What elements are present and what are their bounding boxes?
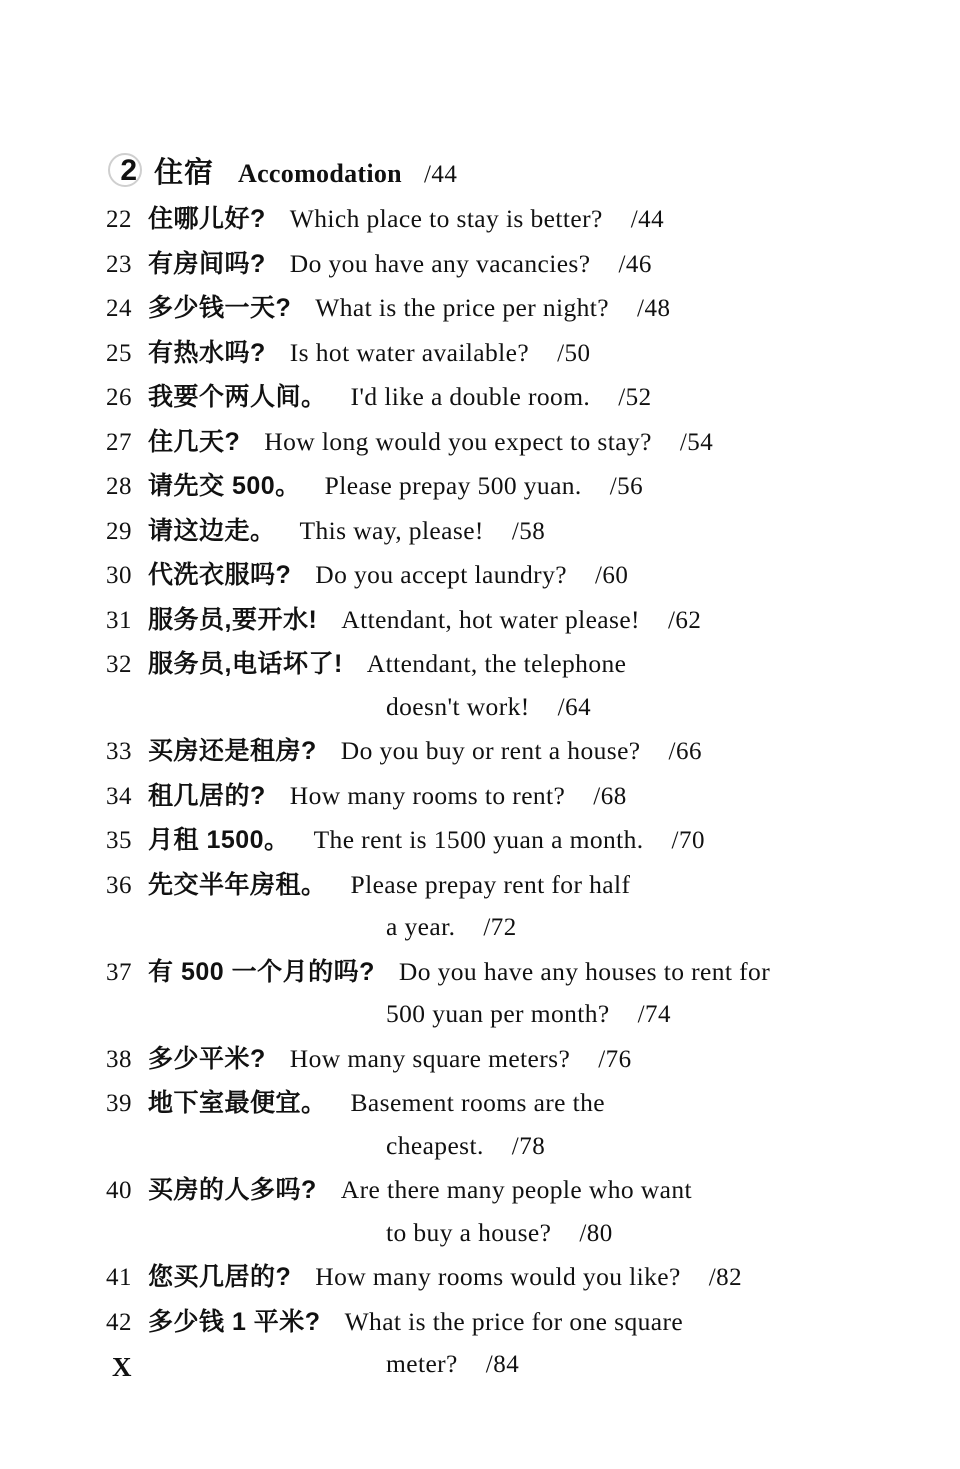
entry-english-translation: Do you accept laundry?: [315, 560, 567, 589]
entry-english-translation: Do you have any vacancies?: [289, 248, 591, 278]
entry-number: 28: [106, 473, 132, 500]
entry-english-translation: Do you have any houses to rent for: [398, 956, 771, 986]
toc-entry-line: [106, 775, 926, 818]
entry-number: 26: [106, 384, 132, 411]
toc-entry[interactable]: [106, 465, 926, 508]
entry-page-reference: /70: [671, 827, 705, 854]
entry-number: 42: [106, 1308, 132, 1336]
entry-number: 25: [106, 339, 132, 367]
entry-chinese-phrase: 多少钱一天?: [148, 294, 292, 322]
entry-chinese-phrase: 多少钱 1 平米?: [148, 1307, 321, 1336]
entry-english-translation: Basement rooms are the: [350, 1088, 606, 1117]
entry-english-translation: What is the price per night?: [315, 293, 609, 322]
entry-number: 23: [106, 250, 132, 278]
toc-entry[interactable]: [106, 243, 926, 286]
toc-entry-list: [106, 198, 926, 1388]
chapter-number-badge: [106, 151, 146, 191]
entry-english-translation: This way, please!: [299, 515, 484, 545]
entry-number: 40: [106, 1177, 132, 1204]
entry-english-translation: How many rooms to rent?: [289, 780, 566, 810]
entry-page-reference: /60: [594, 562, 629, 589]
entry-english-translation: The rent is 1500 yuan a month.: [313, 825, 644, 854]
entry-number: 34: [106, 782, 132, 810]
entry-english-translation: Are there many people who want: [340, 1175, 692, 1204]
toc-entry[interactable]: [106, 1256, 926, 1299]
entry-chinese-phrase: 请先交 500。: [148, 472, 301, 500]
entry-page-reference: /84: [485, 1351, 520, 1378]
entry-english-translation: meter?: [386, 1349, 458, 1378]
entry-number: 24: [106, 295, 132, 322]
entry-english-translation: Please prepay 500 yuan.: [324, 471, 582, 500]
toc-entry-line: [106, 554, 926, 597]
entry-english-translation: Which place to stay is better?: [289, 204, 603, 233]
page-folio: X: [112, 1352, 132, 1382]
entry-number: 39: [106, 1090, 132, 1117]
entry-number: 36: [106, 871, 132, 899]
entry-page-reference: /44: [630, 206, 665, 233]
entry-english-translation: What is the price for one square: [344, 1306, 684, 1336]
toc-entry[interactable]: [106, 1301, 926, 1386]
entry-chinese-phrase: 地下室最便宜。: [148, 1089, 327, 1117]
entry-page-reference: /52: [618, 384, 652, 411]
entry-chinese-phrase: 月租 1500。: [148, 826, 290, 854]
toc-entry-line: [106, 1169, 926, 1212]
entry-english-translation: 500 yuan per month?: [386, 999, 610, 1028]
entry-page-reference: /62: [667, 606, 702, 634]
entry-chinese-phrase: 代洗衣服吗?: [148, 561, 292, 589]
toc-entry-line: [106, 643, 926, 686]
entry-page-reference: /54: [679, 428, 714, 456]
toc-entry[interactable]: [106, 730, 926, 773]
toc-entry-continuation-line: [106, 1343, 926, 1386]
entry-page-reference: /56: [609, 473, 644, 500]
entry-chinese-phrase: 住几天?: [148, 427, 241, 456]
toc-entry[interactable]: [106, 376, 926, 419]
entry-chinese-phrase: 住哪儿好?: [148, 205, 266, 233]
entry-chinese-phrase: 请这边走。: [148, 516, 276, 545]
toc-entry[interactable]: [106, 819, 926, 862]
toc-entry-line: [106, 599, 926, 642]
entry-chinese-phrase: 您买几居的?: [148, 1263, 292, 1291]
entry-number: 31: [106, 606, 132, 634]
entry-english-translation: doesn't work!: [386, 691, 530, 721]
entry-page-reference: /58: [511, 517, 546, 545]
toc-entry[interactable]: [106, 1082, 926, 1167]
chapter-title-english: Accomodation: [238, 159, 402, 188]
entry-page-reference: /66: [668, 738, 702, 765]
toc-entry[interactable]: [106, 421, 926, 464]
entry-chinese-phrase: 买房还是租房?: [148, 737, 317, 765]
toc-entry-continuation-line: [106, 906, 926, 949]
entry-number: 38: [106, 1045, 132, 1073]
entry-page-reference: /64: [557, 693, 592, 721]
toc-entry-line: [106, 819, 926, 862]
entry-english-translation: How long would you expect to stay?: [264, 426, 652, 456]
toc-entry[interactable]: [106, 287, 926, 330]
entry-page-reference: /78: [511, 1132, 546, 1160]
entry-chinese-phrase: 服务员,要开水!: [148, 605, 318, 634]
entry-page-reference: /80: [579, 1219, 613, 1247]
toc-entry-line: [106, 465, 926, 508]
entry-number: 29: [106, 517, 132, 545]
toc-entry-continuation-line: [106, 1212, 926, 1255]
entry-english-translation: Attendant, hot water please!: [341, 604, 640, 634]
chapter-title-chinese: 住宿: [154, 157, 215, 189]
entry-chinese-phrase: 有房间吗?: [148, 249, 266, 278]
entry-page-reference: /76: [598, 1045, 632, 1073]
toc-entry[interactable]: [106, 554, 926, 597]
entry-page-reference: /72: [483, 914, 517, 941]
toc-entry-continuation-line: [106, 686, 926, 729]
entry-english-translation: How many rooms would you like?: [315, 1262, 681, 1291]
entry-page-reference: /82: [708, 1264, 743, 1291]
entry-page-reference: /68: [593, 782, 627, 810]
entry-english-translation: to buy a house?: [386, 1217, 552, 1247]
toc-entry-line: [106, 1301, 926, 1344]
toc-entry-line: [106, 1256, 926, 1299]
toc-entry-line: [106, 287, 926, 330]
entry-chinese-phrase: 我要个两人间。: [148, 383, 327, 411]
entry-english-translation: I'd like a double room.: [350, 382, 591, 411]
toc-entry-line: [106, 421, 926, 464]
entry-number: 22: [106, 206, 132, 233]
toc-entry-continuation-line: [106, 993, 926, 1036]
entry-chinese-phrase: 多少平米?: [148, 1044, 266, 1073]
entry-number: 41: [106, 1264, 132, 1291]
entry-english-translation: Please prepay rent for half: [350, 869, 631, 899]
entry-number: 27: [106, 428, 132, 456]
entry-number: 37: [106, 958, 132, 986]
toc-entry-line: [106, 730, 926, 773]
toc-entry[interactable]: [106, 864, 926, 949]
entry-page-reference: /46: [618, 250, 652, 278]
toc-entry-line: [106, 951, 926, 994]
entry-english-translation: cheapest.: [386, 1130, 484, 1160]
entry-chinese-phrase: 服务员,电话坏了!: [148, 650, 343, 678]
entry-page-reference: /48: [637, 295, 671, 322]
toc-entry-line: [106, 1082, 926, 1125]
toc-entry[interactable]: [106, 951, 926, 1036]
toc-entry[interactable]: [106, 775, 926, 818]
entry-english-translation: a year.: [386, 912, 456, 941]
toc-entry-line: [106, 864, 926, 907]
toc-entry[interactable]: [106, 198, 926, 241]
entry-number: 30: [106, 562, 132, 589]
entry-english-translation: Attendant, the telephone: [366, 649, 627, 678]
toc-entry-line: [106, 332, 926, 375]
toc-entry[interactable]: [106, 510, 926, 553]
entry-chinese-phrase: 买房的人多吗?: [148, 1176, 317, 1204]
chapter-page-reference: /44: [423, 161, 458, 188]
entry-number: 32: [106, 651, 132, 678]
entry-page-reference: /74: [637, 1001, 672, 1028]
toc-entry[interactable]: [106, 599, 926, 642]
chapter-number: 2: [120, 153, 137, 187]
entry-page-reference: /50: [557, 339, 591, 367]
toc-entry-line: [106, 510, 926, 553]
entry-english-translation: Is hot water available?: [289, 337, 530, 367]
toc-entry[interactable]: [106, 1169, 926, 1254]
entry-chinese-phrase: 有热水吗?: [148, 338, 266, 367]
toc-entry[interactable]: [106, 332, 926, 375]
toc-entry[interactable]: [106, 643, 926, 728]
entry-chinese-phrase: 先交半年房租。: [148, 870, 327, 899]
entry-english-translation: How many square meters?: [289, 1043, 571, 1073]
entry-number: 33: [106, 738, 132, 765]
entry-number: 35: [106, 827, 132, 854]
entry-chinese-phrase: 有 500 一个月的吗?: [148, 957, 375, 986]
toc-entry-line: [106, 376, 926, 419]
toc-entry-line: [106, 243, 926, 286]
entry-chinese-phrase: 租几居的?: [148, 781, 266, 810]
toc-entry-line: [106, 198, 926, 241]
toc-entry-line: [106, 1038, 926, 1081]
toc-entry[interactable]: [106, 1038, 926, 1081]
toc-entry-continuation-line: [106, 1125, 926, 1168]
entry-english-translation: Do you buy or rent a house?: [340, 736, 641, 765]
chapter-header: [106, 150, 457, 191]
